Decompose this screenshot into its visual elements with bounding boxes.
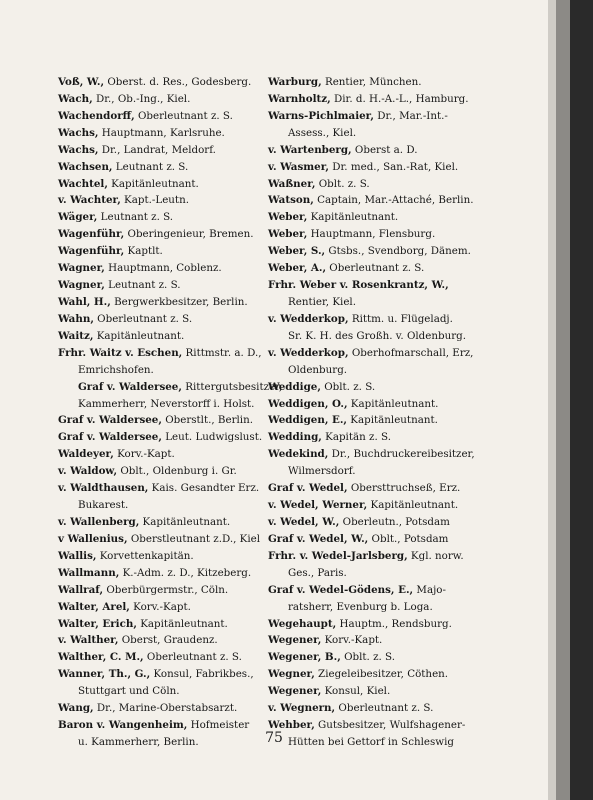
entry-details: Kgl. norw. (407, 549, 464, 562)
directory-entry (58, 480, 268, 497)
entry-details: Oberstlt., Berlin. (161, 414, 254, 427)
entry-details: Korvettenkapitän. (96, 549, 194, 562)
entry-details: Dr. med., San.-Rat, Kiel. (328, 160, 459, 173)
entry-name: v. Wedel, Werner, (268, 499, 368, 512)
entry-name: Warns-Pichlmaier, (268, 109, 374, 122)
entry-name: Wedding, (268, 431, 322, 444)
entry-details: Oberstleutnant z.D., Kiel (127, 532, 261, 545)
entry-details: Kapitänleutnant. (347, 397, 439, 410)
entry-details: Rittergutsbesitzer, (181, 380, 283, 393)
entry-details: Kapt.-Leutn. (120, 194, 189, 207)
entry-details: Kapitänleutnant. (307, 211, 399, 224)
entry-details: Leutnant z. S. (97, 211, 174, 224)
page-number: 75 (265, 730, 283, 746)
entry-name: Wahl, H., (58, 295, 111, 308)
entry-details: Dr., Buchdruckereibesitzer, (328, 448, 475, 461)
page-edge-light (548, 0, 556, 800)
directory-entry (268, 91, 469, 108)
directory-entry (268, 328, 467, 345)
directory-entry (58, 159, 268, 176)
directory-entry (58, 599, 268, 616)
entry-details: Kaptlt. (124, 245, 163, 258)
entry-name: Wegener, (268, 634, 322, 647)
entry-details: Oldenburg. (288, 363, 348, 376)
entry-name: Graf v. Waldersee, (58, 431, 162, 444)
directory-entry (58, 429, 268, 446)
entry-details: Bergwerkbesitzer, Berlin. (110, 295, 248, 308)
entry-name: Warnholtz, (268, 92, 331, 105)
entry-details: ratsherr, Evenburg b. Loga. (288, 600, 433, 613)
directory-entry (58, 497, 268, 514)
entry-details: Oberleutnant z. S. (326, 262, 425, 275)
entry-details: Obersttruchseß, Erz. (347, 482, 461, 495)
directory-entry (58, 192, 268, 209)
entry-name: Waßner, (268, 177, 316, 190)
entry-details: Emrichshofen. (78, 363, 154, 376)
entry-details: Hauptmann, Coblenz. (104, 262, 222, 275)
directory-entry (268, 142, 464, 159)
entry-details: Oberingenieur, Bremen. (124, 228, 254, 241)
directory-entry (268, 396, 464, 413)
entry-details: Oblt. z. S. (320, 380, 376, 393)
entry-details: Dr., Marine-Oberstabsarzt. (93, 702, 238, 715)
entry-name: v. Wallenberg, (58, 515, 140, 528)
directory-entry (58, 565, 268, 582)
directory-entry (268, 226, 464, 243)
entry-details: Rittmstr. a. D., (182, 346, 262, 359)
directory-entry (58, 91, 268, 108)
entry-name: Wehber, (268, 719, 315, 732)
entry-details: Wilmersdorf. (288, 465, 356, 478)
directory-entry (58, 582, 268, 599)
entry-details: Oberhofmarschall, Erz, (348, 346, 474, 359)
entry-name: v. Wasmer, (268, 160, 329, 173)
entry-details: Oberleutnant z. S. (143, 651, 242, 664)
entry-details: Gtsbs., Svendborg, Dänem. (325, 245, 471, 258)
entry-details: u. Kammerherr, Berlin. (78, 735, 199, 748)
directory-entry (58, 412, 268, 429)
entry-details: Oberbürgermstr., Cöln. (103, 583, 229, 596)
entry-name: Weber, A., (268, 262, 327, 275)
entry-name: Wegehaupt, (268, 617, 337, 630)
entry-name: v. Wegnern, (268, 702, 336, 715)
entry-name: Graf v. Wedel, (268, 482, 348, 495)
entry-name: v. Walther, (58, 634, 119, 647)
entry-details: Stuttgart und Cöln. (78, 685, 180, 698)
entry-name: Wachsen, (58, 160, 113, 173)
entry-details: Hauptmann, Karlsruhe. (98, 126, 225, 139)
entry-name: Wachendorff, (58, 109, 135, 122)
entry-details: Leut. Ludwigslust. (161, 431, 263, 444)
directory-entry (58, 514, 268, 531)
entry-details: Oblt. z. S. (315, 177, 370, 190)
entry-details: Kais. Gesandter Erz. (148, 482, 260, 495)
directory-entry (268, 277, 464, 294)
directory-entry (268, 243, 471, 260)
entry-name: Frhr. Waitz v. Eschen, (58, 346, 183, 359)
entry-name: Watson, (268, 194, 314, 207)
entry-name: Frhr. v. Wedel-Jarlsberg, (268, 549, 408, 562)
entry-name: Wedekind, (268, 448, 329, 461)
entry-details: Oblt., Potsdam (368, 532, 449, 545)
entry-details: Kapitänleutnant. (107, 177, 199, 190)
entry-name: Wachs, (58, 126, 99, 139)
entry-details: Oberst, Graudenz. (118, 634, 218, 647)
directory-entry (58, 108, 268, 125)
directory-entry (58, 632, 268, 649)
entry-details: Captain, Mar.-Attaché, Berlin. (313, 194, 474, 207)
entry-name: Wach, (58, 92, 93, 105)
entry-details: Korv.-Kapt. (113, 448, 175, 461)
entry-name: Wanner, Th., G., (58, 668, 151, 681)
entry-name: Weddigen, O., (268, 397, 348, 410)
entry-details: Rittm. u. Flügeladj. (348, 312, 453, 325)
directory-entry (58, 531, 268, 548)
entry-details: Oberleutnant z. S. (335, 702, 434, 715)
entry-name: Wagner, (58, 262, 105, 275)
entry-name: Wang, (58, 702, 94, 715)
entry-name: Wagner, (58, 279, 105, 292)
entry-details: Ges., Paris. (288, 566, 347, 579)
entry-name: Walther, C. M., (58, 651, 144, 664)
entry-name: Wallis, (58, 549, 97, 562)
directory-entry (58, 311, 268, 328)
entry-name: Wegener, B., (268, 651, 341, 664)
entry-name: Graf v. Waldersee, (58, 414, 162, 427)
entry-name: Walter, Arel, (58, 600, 130, 613)
entry-details: Kapitänleutnant. (139, 515, 231, 528)
right-column (268, 74, 475, 751)
directory-entry (58, 379, 283, 396)
entry-name: Wäger, (58, 211, 98, 224)
entry-details: Oblt. z. S. (340, 651, 396, 664)
entry-name: v. Waldow, (58, 465, 118, 478)
entry-details: Hofmeister (187, 719, 250, 732)
entry-name: v. Wedderkop, (268, 346, 349, 359)
entry-name: Weddige, (268, 380, 321, 393)
entry-name: Graf v. Wedel, W., (268, 532, 369, 545)
entry-name: Weddigen, E., (268, 414, 348, 427)
directory-entry (268, 548, 464, 565)
directory-entry (268, 176, 464, 193)
directory-entry (268, 294, 464, 311)
page-edge-shadow (556, 0, 570, 800)
entry-name: Wahn, (58, 312, 94, 325)
entry-name: Graf v. Waldersee, (78, 380, 182, 393)
entry-details: Kapitänleutnant. (367, 499, 459, 512)
entry-details: Ziegeleibesitzer, Cöthen. (314, 668, 449, 681)
directory-entry (268, 429, 464, 446)
directory-entry (268, 582, 464, 599)
directory-entry (268, 683, 464, 700)
entry-name: v. Wartenberg, (268, 143, 352, 156)
entry-details: Kapitän z. S. (321, 431, 391, 444)
entry-name: Wallmann, (58, 566, 120, 579)
directory-entry (268, 480, 464, 497)
entry-details: Leutnant z. S. (104, 279, 181, 292)
directory-entry (58, 548, 268, 565)
entry-details: Rentier, Kiel. (288, 295, 356, 308)
entry-details: Sr. K. H. des Großh. v. Oldenburg. (288, 329, 467, 342)
entry-name: Graf v. Wedel-Gödens, E., (268, 583, 414, 596)
directory-entry (58, 260, 268, 277)
entry-details: Dr., Mar.-Int.- (373, 109, 448, 122)
entry-details: Oberst. d. Res., Godesberg. (104, 76, 252, 88)
entry-details: Kapitänleutnant. (136, 617, 228, 630)
directory-entry (58, 683, 268, 700)
entry-name: Wagenführ, (58, 228, 125, 241)
entry-name: Voß, W., (58, 76, 105, 88)
directory-entry (268, 446, 475, 463)
directory-entry (58, 125, 268, 142)
entry-name: Waitz, (58, 329, 94, 342)
entry-details: Konsul, Fabrikbes., (150, 668, 254, 681)
entry-name: Walter, Erich, (58, 617, 137, 630)
entry-name: Wegner, (268, 668, 315, 681)
entry-name: Baron v. Wangenheim, (58, 719, 188, 732)
entry-details: Kapitänleutnant. (347, 414, 438, 427)
entry-details: Oblt., Oldenburg i. Gr. (117, 465, 237, 478)
entry-name: v. Wachter, (58, 194, 121, 207)
entry-name: Wegener, (268, 685, 322, 698)
entry-details: Majo- (413, 583, 446, 596)
entry-details: Hütten bei Gettorf in Schleswig (288, 735, 454, 748)
directory-entry (58, 328, 268, 345)
entry-name: Frhr. Weber v. Rosenkrantz, W., (268, 279, 449, 292)
entry-details: Gutsbesitzer, Wulfshagener- (314, 719, 466, 732)
entry-details: Oberleutnant z. S. (93, 312, 193, 325)
directory-entry (58, 277, 268, 294)
directory-entry (58, 446, 268, 463)
directory-entry (58, 176, 268, 193)
entry-details: Dir. d. H.-A.-L., Hamburg. (330, 92, 469, 105)
directory-entry (268, 192, 474, 209)
directory-entry (58, 226, 268, 243)
directory-entry (268, 74, 464, 91)
directory-entry (268, 497, 464, 514)
directory-entry (268, 463, 464, 480)
entry-details: Assess., Kiel. (288, 126, 357, 139)
entry-name: Weber, (268, 211, 308, 224)
entry-name: Wachtel, (58, 177, 108, 190)
directory-entry (268, 649, 464, 666)
directory-entry (268, 632, 464, 649)
entry-details: Leutnant z. S. (112, 160, 189, 173)
directory-entry (58, 345, 268, 362)
entry-name: Wallraf, (58, 583, 104, 596)
directory-entry (268, 379, 464, 396)
entry-name: v. Wedel, W., (268, 515, 340, 528)
directory-entry (268, 514, 464, 531)
entry-details: Konsul, Kiel. (321, 685, 391, 698)
entry-name: Waldeyer, (58, 448, 114, 461)
entry-details: Hauptmann, Flensburg. (307, 228, 436, 241)
directory-entry (268, 311, 464, 328)
directory-entry (268, 599, 464, 616)
entry-details: Oberst a. D. (351, 143, 418, 156)
entry-details: Oberleutn., Potsdam (339, 515, 450, 528)
entry-name: Wagenführ, (58, 245, 125, 258)
directory-entry (268, 362, 464, 379)
entry-name: Warburg, (268, 76, 322, 88)
entry-name: v. Waldthausen, (58, 482, 149, 495)
entry-details: Dr., Ob.-Ing., Kiel. (92, 92, 191, 105)
entry-details: K.-Adm. z. D., Kitzeberg. (119, 566, 252, 579)
directory-entry (58, 243, 268, 260)
entry-name: v. Wedderkop, (268, 312, 349, 325)
directory-entry (268, 345, 474, 362)
directory-entry (268, 412, 464, 429)
directory-entry (58, 362, 268, 379)
directory-entry (268, 565, 464, 582)
directory-entry (58, 700, 268, 717)
directory-entry (58, 666, 268, 683)
entry-details: Kapitänleutnant. (93, 329, 185, 342)
directory-entry (268, 108, 464, 125)
directory-entry (268, 125, 464, 142)
directory-entry (268, 209, 464, 226)
entry-name: v Wallenius, (58, 532, 128, 545)
book-binding-background (570, 0, 593, 800)
entry-details: Kammerherr, Neverstorff i. Holst. (78, 397, 255, 410)
entry-details: Korv.-Kapt. (321, 634, 383, 647)
directory-entry (58, 142, 268, 159)
directory-entry (268, 531, 464, 548)
entry-details: Hauptm., Rendsburg. (336, 617, 452, 630)
entry-details: Oberleutnant z. S. (134, 109, 233, 122)
entry-details: Korv.-Kapt. (129, 600, 191, 613)
directory-entry (58, 74, 268, 91)
entry-name: Wachs, (58, 143, 99, 156)
entry-details: Dr., Landrat, Meldorf. (98, 143, 216, 156)
directory-entry (58, 463, 268, 480)
directory-entry (268, 666, 464, 683)
directory-entry (268, 700, 464, 717)
directory-entry (58, 294, 268, 311)
directory-entry (268, 159, 464, 176)
directory-entry (58, 209, 268, 226)
directory-entry (58, 616, 268, 633)
directory-entry (268, 616, 464, 633)
entry-name: Weber, S., (268, 245, 326, 258)
entry-details: Rentier, München. (321, 76, 422, 88)
directory-entry (268, 260, 464, 277)
directory-entry (58, 649, 268, 666)
entry-details: Bukarest. (78, 499, 129, 512)
entry-name: Weber, (268, 228, 308, 241)
directory-entry (58, 396, 268, 413)
